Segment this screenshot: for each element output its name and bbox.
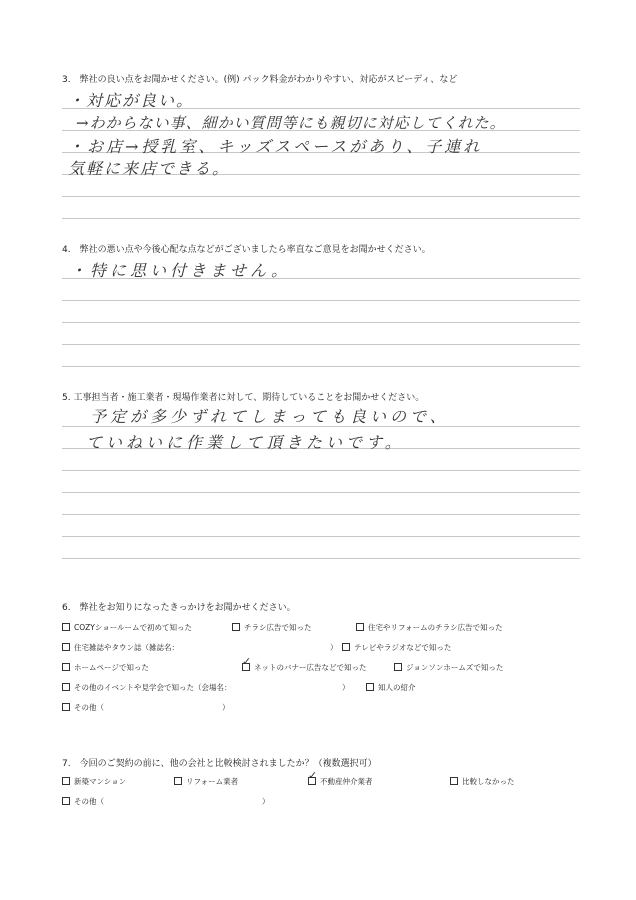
checkbox-icon[interactable]: [62, 797, 70, 805]
checkbox-icon[interactable]: [62, 777, 70, 785]
q5-line-4: [62, 492, 580, 493]
q6-option-net-banner[interactable]: [242, 662, 367, 673]
option-label: その他のイベントや見学会で知った（会場名：: [74, 683, 232, 692]
q3-line-5: [62, 196, 580, 197]
option-label: 比較しなかった: [462, 777, 515, 786]
q4-question: 4. 弊社の悪い点や今後心配な点などがございましたら率直なご意見をお聞かせください。: [62, 245, 431, 255]
q3-answer-1: ・対応が良い。: [68, 91, 195, 110]
checkbox-icon[interactable]: [62, 663, 70, 671]
option-label: 知人の紹介: [378, 683, 416, 692]
q6-option-acquaintance[interactable]: [366, 682, 416, 693]
checkbox-icon[interactable]: [174, 777, 182, 785]
checkbox-icon[interactable]: [62, 643, 70, 651]
option-label: 住宅やリフォームのチラシ広告で知った: [368, 623, 503, 632]
q3-answer-3: ・お店→授乳室、キッズスペースがあり、子連れ: [68, 137, 483, 156]
q3-answer-2: →わからない事、細かい質問等にも親切に対応してくれた。: [76, 114, 506, 132]
option-label: 不動産仲介業者: [320, 777, 373, 786]
q7-option-new-condo[interactable]: [62, 776, 126, 787]
q7-option-other[interactable]: [62, 796, 104, 807]
option-label: COZYショールームで初めて知った: [74, 623, 193, 632]
q4-line-3: [62, 322, 580, 323]
q6-option-event[interactable]: [62, 682, 232, 693]
option-label: ジョンソンホームズで知った: [406, 663, 504, 672]
checkbox-icon[interactable]: [342, 643, 350, 651]
option-label: 住宅雑誌やタウン誌（雑誌名：: [74, 643, 179, 652]
q6-option-cozy-showroom[interactable]: [62, 622, 192, 633]
q6-option-magazine[interactable]: [62, 642, 179, 653]
option-label: その他（: [74, 797, 104, 806]
option-label: テレビやラジオなどで知った: [354, 643, 452, 652]
q6-option-reform-flyer[interactable]: [356, 622, 503, 633]
q7-question: 7. 今回のご契約の前に、他の会社と比較検討されましたか？（複数選択可）: [62, 759, 377, 769]
q5-line-3: [62, 470, 580, 471]
checkbox-icon[interactable]: [450, 777, 458, 785]
checkbox-icon[interactable]: [62, 683, 70, 691]
q6-option-event-close: ）: [342, 683, 350, 692]
q5-line-6: [62, 536, 580, 537]
q6-option-homepage[interactable]: [62, 662, 149, 673]
q3-answer-4: 気軽に来店できる。: [68, 159, 231, 178]
q4-line-4: [62, 344, 580, 345]
option-label: リフォーム業者: [186, 777, 239, 786]
checkbox-icon[interactable]: [62, 623, 70, 631]
option-label: ホームページで知った: [74, 663, 149, 672]
q6-option-johnson-homes[interactable]: [394, 662, 503, 673]
q6-option-other-close: ）: [222, 703, 230, 712]
q6-option-other[interactable]: [62, 702, 104, 713]
checkbox-icon[interactable]: [366, 683, 374, 691]
q7-option-reform-company[interactable]: [174, 776, 238, 787]
q5-line-5: [62, 514, 580, 515]
q5-question: 5. 工事担当者・施工業者・現場作業者に対して、期待していることをお聞かせください。: [62, 393, 425, 403]
q3-question: 3. 弊社の良い点をお聞かせください。(例) パック料金がわかりやすい、対応がスピーディ、など: [62, 75, 458, 85]
q6-option-magazine-close: ）: [330, 643, 338, 652]
q6-option-tv-radio[interactable]: [342, 642, 451, 653]
option-label: 新築マンション: [74, 777, 127, 786]
checkbox-checked-icon[interactable]: [242, 663, 250, 671]
checkbox-checked-icon[interactable]: [308, 777, 316, 785]
checkbox-icon[interactable]: [62, 703, 70, 711]
q5-answer-1: 予定が多少ずれてしまっても良いので、: [90, 407, 450, 426]
q7-option-other-close: ）: [262, 797, 270, 806]
checkbox-icon[interactable]: [394, 663, 402, 671]
option-label: ネットのバナー広告などで知った: [254, 663, 367, 672]
checkbox-icon[interactable]: [356, 623, 364, 631]
checkbox-icon[interactable]: [232, 623, 240, 631]
q3-line-6: [62, 218, 580, 219]
option-label: チラシ広告で知った: [244, 623, 312, 632]
q6-question: 6. 弊社をお知りになったきっかけをお聞かせください。: [62, 603, 296, 613]
q5-line-7: [62, 558, 580, 559]
q4-line-5: [62, 366, 580, 367]
q4-line-2: [62, 300, 580, 301]
q7-option-real-estate-agent[interactable]: [308, 776, 373, 787]
q6-option-flyer[interactable]: [232, 622, 312, 633]
option-label: その他（: [74, 703, 104, 712]
q4-answer-1: ・特に思い付きません。: [70, 261, 291, 280]
q5-answer-2: ていねいに作業して頂きたいです。: [86, 433, 405, 452]
q7-option-no-comparison[interactable]: [450, 776, 515, 787]
